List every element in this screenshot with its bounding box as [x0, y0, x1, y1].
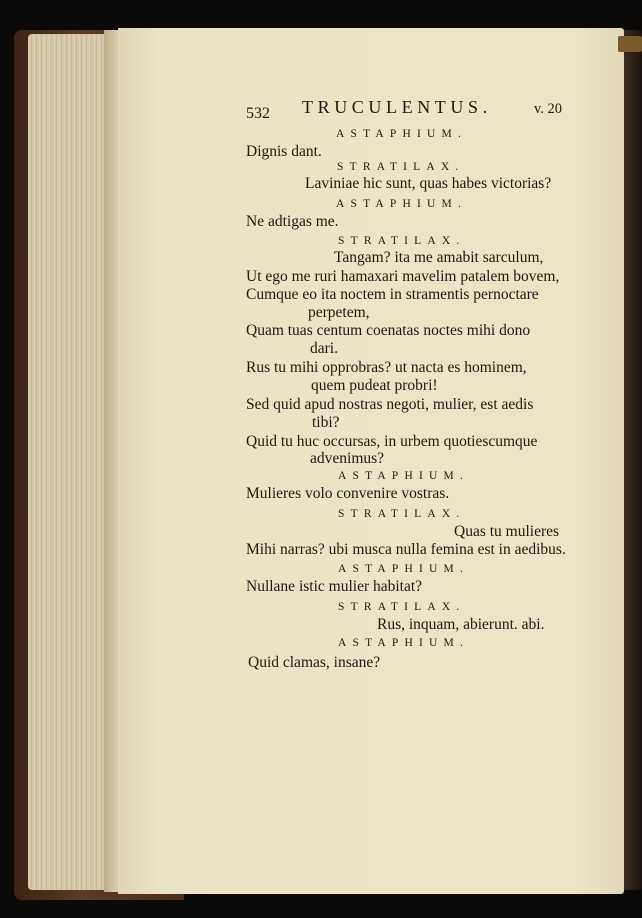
- speaker-name: STRATILAX.: [338, 235, 466, 247]
- verse-line: Sed quid apud nostras negoti, mulier, est aedis: [246, 396, 534, 413]
- verse-line: Ne adtigas me.: [246, 213, 339, 230]
- verse-line: Quid clamas, insane?: [248, 654, 381, 671]
- verse-line: Quid tu huc occursas, in urbem quotiescumque: [246, 433, 538, 450]
- speaker-name: ASTAPHIUM.: [336, 128, 468, 140]
- verse-line: Quas tu mulieres: [454, 523, 560, 540]
- verse-line: perpetem,: [308, 304, 370, 321]
- verse-line: Laviniae hic sunt, quas habes victorias?: [305, 175, 552, 192]
- verse-line: Cumque eo ita noctem in stramentis pernoctare: [246, 286, 539, 303]
- verse-line: Quam tuas centum coenatas noctes mihi dono: [246, 322, 531, 339]
- verse-line: tibi?: [312, 414, 340, 431]
- verse-line: advenimus?: [310, 450, 385, 467]
- speaker-name: ASTAPHIUM.: [338, 563, 470, 575]
- verse-line: Nullane istic mulier habitat?: [246, 578, 423, 595]
- verse-line: dari.: [310, 340, 338, 357]
- verse-line: Tangam? ita me amabit sarculum,: [334, 249, 544, 266]
- verse-line: Ut ego me ruri hamaxari mavelim patalem bovem,: [246, 268, 560, 285]
- verse-line: quem pudeat probri!: [311, 377, 438, 394]
- verse-line: Rus, inquam, abierunt. abi.: [377, 616, 545, 633]
- speaker-name: STRATILAX.: [338, 601, 466, 613]
- verse-reference: v. 20: [534, 101, 563, 117]
- speaker-name: STRATILAX.: [337, 161, 465, 173]
- speaker-name: ASTAPHIUM.: [336, 198, 468, 210]
- speaker-name: ASTAPHIUM.: [338, 637, 470, 649]
- verse-line: Dignis dant.: [246, 143, 322, 160]
- page-number: 532: [246, 105, 270, 122]
- verse-line: Rus tu mihi opprobras? ut nacta es hominem,: [246, 359, 527, 376]
- speaker-name: STRATILAX.: [338, 508, 466, 520]
- speaker-name: ASTAPHIUM.: [338, 470, 470, 482]
- verse-line: Mihi narras? ubi musca nulla femina est in aedibus.: [246, 541, 566, 558]
- verse-line: Mulieres volo convenire vostras.: [246, 485, 450, 502]
- running-title: TRUCULENTUS.: [302, 97, 492, 117]
